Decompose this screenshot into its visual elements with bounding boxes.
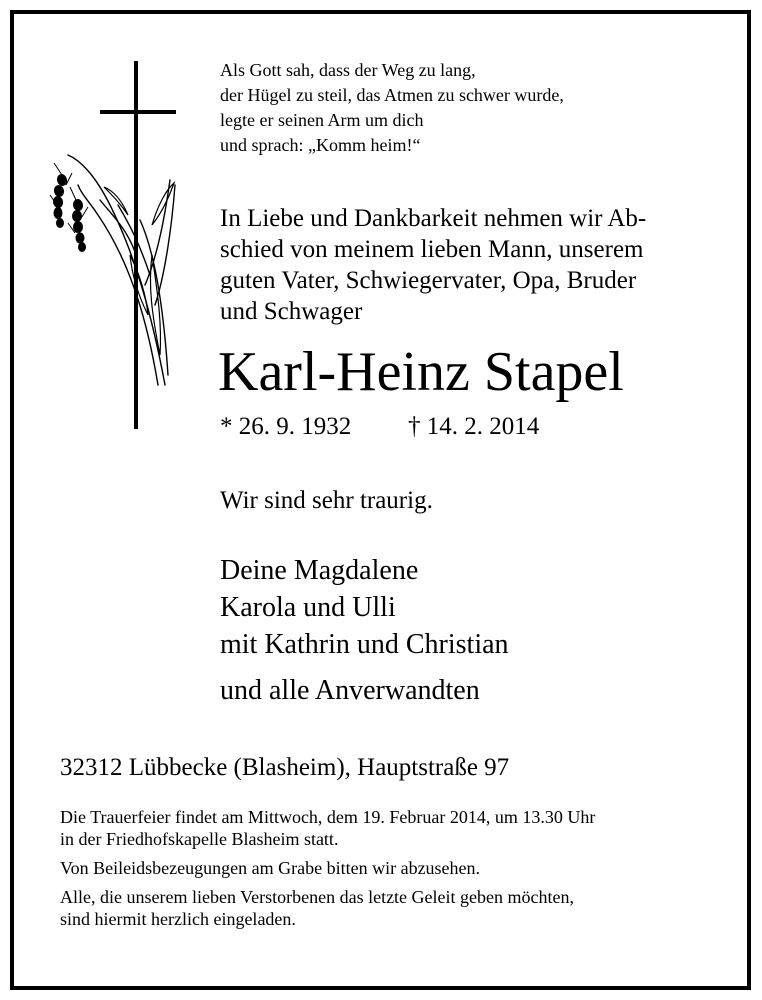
poem-line: der Hügel zu steil, das Atmen zu schwer wurde, (220, 85, 564, 105)
invitation-line: sind hiermit herzlich eingeladen. (60, 909, 296, 929)
mourner-line: Karola und Ulli (220, 592, 396, 623)
deceased-name: Karl-Heinz Stapel (218, 341, 624, 403)
poem-line: und sprach: „Komm heim!“ (220, 135, 421, 155)
life-dates (220, 412, 540, 442)
poem-line: Als Gott sah, dass der Weg zu lang, (220, 60, 476, 80)
funeral-line: Die Trauerfeier findet am Mittwoch, dem 19. Februar 2014, um 13.30 Uhr (60, 807, 596, 827)
funeral-line: in der Friedhofskapelle Blasheim statt. (60, 829, 339, 849)
mourner-line: mit Kathrin und Christian (220, 629, 509, 660)
notes (60, 806, 595, 930)
intro-line: und Schwager (220, 298, 363, 325)
address: 32312 Lübbecke (Blasheim), Hauptstraße 97 (60, 754, 510, 781)
cross-with-grain-icon (40, 55, 190, 435)
death-date: † 14. 2. 2014 (408, 413, 540, 440)
intro-line: guten Vater, Schwiegervater, Opa, Bruder (220, 267, 637, 294)
invitation-line: Alle, die unserem lieben Verstorbenen das letzte Geleit geben möchten, (60, 887, 574, 907)
poem (220, 58, 564, 158)
condolences-line: Von Beileidsbezeugungen am Grabe bitten wir abzusehen. (60, 858, 481, 878)
poem-line: legte er seinen Arm um dich (220, 110, 424, 130)
mourner-line: und alle Anverwandten (220, 675, 480, 706)
sad-text: Wir sind sehr traurig. (220, 487, 433, 514)
birth-date: * 26. 9. 1932 (220, 413, 352, 440)
intro-text (220, 203, 646, 327)
intro-line: In Liebe und Dankbarkeit nehmen wir Ab- (220, 205, 647, 232)
intro-line: schied von meinem lieben Mann, unserem (220, 236, 644, 263)
mourner-line: Deine Magdalene (220, 555, 419, 586)
